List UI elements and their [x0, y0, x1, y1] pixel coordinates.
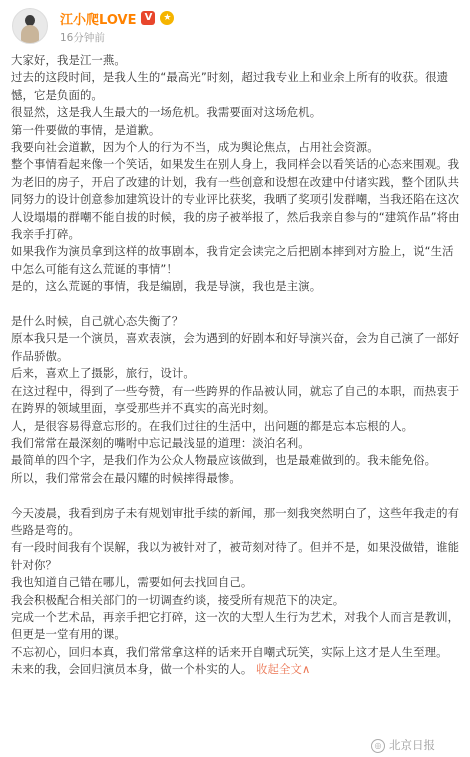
avatar-body — [21, 25, 39, 44]
post-paragraph: 我要向社会道歉，因为个人的行为不当，成为舆论焦点，占用社会资源。 — [11, 140, 379, 155]
post-paragraph: 过去的这段时间，是我人生的“最高光”时刻，超过我专业上和业余上所有的收获。很遗憾，它是负面的。 — [11, 70, 449, 102]
post-paragraph-last-text: 未来的我，会回归演员本身，做一个朴实的人。 — [11, 662, 253, 677]
watermark-text: 北京日报 — [389, 738, 435, 752]
collapse-label: 收起全文 — [256, 662, 303, 677]
post-paragraph: 有一段时间我有个误解，我以为被针对了，被苛刻对待了。但并不是，如果没做错，谁能针对你？ — [11, 540, 460, 572]
post-paragraph: 不忘初心，回归本真，我们常常拿这样的话来开自嘲式玩笑，实际上这才是人生至理。 — [11, 644, 448, 659]
post-paragraph: 人，是很容易得意忘形的。在我们过往的生活中，出问题的都是忘本忘根的人。 — [11, 418, 414, 433]
post-paragraph: 今天凌晨，我看到房子未有规划审批手续的新闻，那一刻我突然明白了，这些年我走的有些路是弯的。 — [11, 505, 460, 537]
collapse-text-link[interactable] — [256, 662, 310, 676]
post-paragraph: 后来，喜欢上了摄影，旅行，设计。 — [11, 366, 195, 381]
post-paragraph: 很显然，这是我人生最大的一场危机。我需要面对这场危机。 — [11, 105, 322, 120]
post-paragraph: 第一件要做的事情，是道歉。 — [11, 122, 161, 137]
post-paragraph-last — [11, 661, 463, 678]
post-paragraph: 我们常常在最深刻的嘴咐中忘记最浅显的道理：淡泊名利。 — [11, 435, 310, 450]
paragraph-gap — [11, 296, 463, 313]
post-paragraph: 原本我只是一个演员，喜欢表演，会为遇到的好剧本和好导演兴奋，会为自己演了一部好作品骄傲。 — [11, 331, 460, 363]
avatar[interactable] — [12, 8, 48, 44]
post-paragraph: 我也知道自己错在哪儿，需要如何去找回自己。 — [11, 575, 253, 590]
newspaper-logo-icon: ◎ — [371, 739, 385, 753]
post-paragraph: 最简单的四个字，是我们作为公众人物最应该做到，也是最难做到的。我未能免俗。 — [11, 453, 437, 468]
post-paragraph: 完成一个艺术品，再亲手把它打碎，这一次的大型人生行为艺术，对我个人而言是教训，但更是一堂有用的课。 — [11, 609, 460, 642]
post-paragraph: 是什么时候，自己就心态失衡了？ — [11, 314, 184, 329]
post-paragraph: 我会积极配合相关部门的一切调查约谈，接受所有规范下的决定。 — [11, 592, 345, 607]
vip-badge-icon[interactable]: V — [141, 11, 155, 25]
author-name[interactable]: 江小爬LOVE — [60, 12, 137, 28]
collapse-arrow-icon: ∧ — [302, 662, 311, 677]
post-paragraph: 在这过程中，得到了一些夸赞，有一些跨界的作品被认同，就忘了自己的本职，而热衷于在跨界的领域里面，享受那些并不真实的高光时刻。 — [11, 383, 460, 416]
post-header — [0, 0, 470, 52]
post-paragraph: 大家好，我是江一燕。 — [11, 53, 126, 67]
post-paragraph: 所以，我们常常会在最闪耀的时候摔得最惨。 — [11, 470, 241, 485]
post-time[interactable]: 16分钟前 — [60, 32, 105, 44]
paragraph-gap — [11, 487, 463, 504]
author-row — [60, 9, 174, 27]
post-paragraph: 是的，这么荒诞的事情，我是编剧，我是导演，我也是主演。 — [11, 279, 322, 294]
watermark-bar — [0, 735, 470, 757]
level-badge-icon[interactable]: ★ — [160, 11, 174, 25]
post-paragraph: 整个事情看起来像一个笑话，如果发生在别人身上，我同样会以看笑话的心态来围观。我为老旧的房子，开启了改建的计划，我有一些创意和设想在改建中付诸实践，整个团队共同努力的设计创意参加建筑设计的专业评比获奖，我晒了奖项引发群嘲，当我还陷在这次人设塌塌的群嘲不能自拔的时候，我的房子被举报了，然后我亲自参与的“建筑作品”将由我亲手打碎。 — [11, 157, 460, 242]
post-paragraph: 如果我作为演员拿到这样的故事剧本，我肯定会读完之后把剧本摔到对方脸上，说“生活中怎么可能有这么荒诞的事情”！ — [11, 244, 454, 276]
post-content — [11, 52, 463, 679]
